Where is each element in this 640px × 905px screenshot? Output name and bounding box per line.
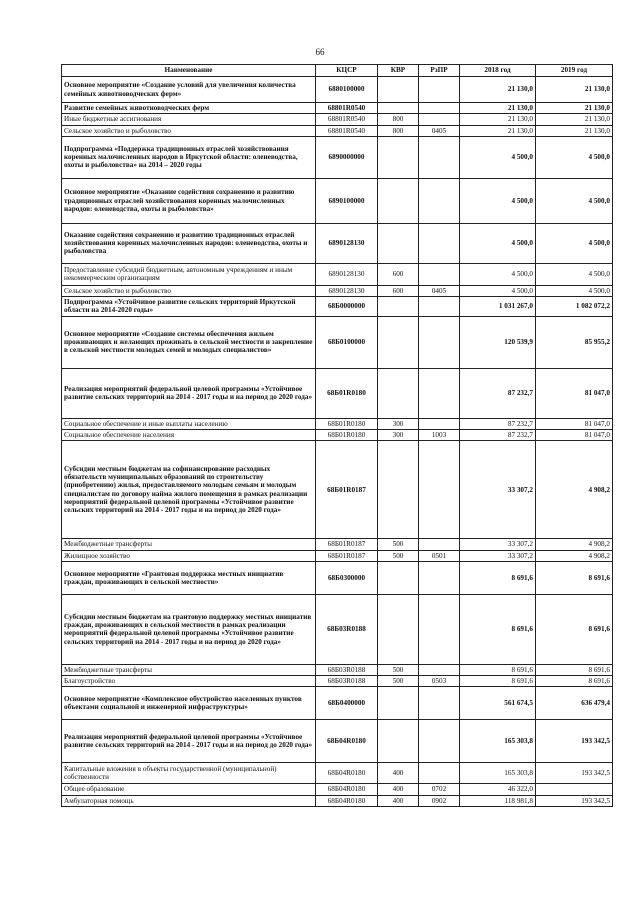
cell-rzpr [419,316,460,368]
cell-y2018: 4 500,0 [460,285,536,296]
cell-y2018: 21 130,0 [460,114,536,125]
cell-y2019: 21 130,0 [536,103,613,114]
cell-name: Межбюджетные трансферты [62,539,316,550]
cell-rzpr [419,114,460,125]
cell-rzpr: 0902 [419,795,460,806]
table-row [62,223,613,263]
cell-rzpr: 0405 [419,125,460,136]
table-row [62,178,613,223]
cell-y2018: 165 303,8 [460,720,536,763]
cell-kvr [378,136,419,178]
table-row [62,125,613,136]
cell-rzpr [419,539,460,550]
cell-name: Основное мероприятие «Комплексное обустройство населенных пунктов объектами социальной и инженерной инфраструктуры» [62,687,316,720]
table-row [62,114,613,125]
cell-kvr: 400 [378,763,419,784]
table-row [62,561,613,594]
cell-code: 68Б01R0180 [316,368,378,418]
cell-name: Социальное обеспечение населения [62,429,316,440]
cell-name: Капитальные вложения в объекты государственной (муниципальной) собственности [62,763,316,784]
cell-y2019: 4 500,0 [536,136,613,178]
cell-name: Основное мероприятие «Грантовая поддержка местных инициатив граждан, проживающих в сельской местности» [62,561,316,594]
cell-code: 68Б03R0188 [316,664,378,675]
cell-kvr [378,561,419,594]
cell-y2018: 8 691,6 [460,676,536,687]
cell-rzpr [419,720,460,763]
cell-y2019: 81 047,0 [536,368,613,418]
cell-code: 68Б04R0180 [316,795,378,806]
cell-code: 68801R0540 [316,125,378,136]
cell-code: 68Б0300000 [316,561,378,594]
cell-y2018: 165 303,8 [460,763,536,784]
cell-y2018: 87 232,7 [460,429,536,440]
cell-kvr [378,441,419,539]
cell-y2018: 8 691,6 [460,664,536,675]
cell-name: Подпрограмма «Устойчивое развитие сельских территорий Иркутской области на 2014-2020 годы» [62,297,316,317]
cell-rzpr: 0503 [419,676,460,687]
cell-code: 68Б03R0188 [316,594,378,664]
cell-rzpr [419,763,460,784]
cell-y2018: 87 232,7 [460,418,536,429]
cell-kvr: 500 [378,539,419,550]
cell-rzpr: 1003 [419,429,460,440]
cell-rzpr [419,103,460,114]
cell-kvr [378,178,419,223]
cell-code: 68Б04R0180 [316,784,378,795]
table-row [62,594,613,664]
cell-code: 6890128130 [316,285,378,296]
header-rzpr: РзПР [419,65,460,77]
cell-y2018: 21 130,0 [460,77,536,103]
cell-y2019: 4 908,2 [536,539,613,550]
cell-rzpr [419,368,460,418]
cell-code: 68Б0100000 [316,316,378,368]
cell-rzpr [419,136,460,178]
cell-y2018: 33 307,2 [460,539,536,550]
cell-code: 6890128130 [316,263,378,285]
cell-kvr: 500 [378,676,419,687]
cell-y2019: 81 047,0 [536,429,613,440]
cell-name: Сельское хозяйство и рыболовство [62,285,316,296]
cell-name: Основное мероприятие «Создание условий для увеличения количества семейных животноводческих ферм» [62,77,316,103]
cell-y2019: 4 908,2 [536,441,613,539]
table-row [62,103,613,114]
cell-kvr: 600 [378,263,419,285]
cell-name: Оказание содействия сохранению и развитию традиционных отраслей хозяйствования коренных малочисленных народов: оленеводства, охоты и рыболовства [62,223,316,263]
cell-name: Сельское хозяйство и рыболовство [62,125,316,136]
cell-y2019: 4 500,0 [536,263,613,285]
cell-y2018: 8 691,6 [460,561,536,594]
cell-y2019: 21 130,0 [536,77,613,103]
table-row [62,285,613,296]
cell-y2018: 118 981,8 [460,795,536,806]
cell-rzpr: 0702 [419,784,460,795]
cell-y2018: 21 130,0 [460,125,536,136]
cell-rzpr [419,178,460,223]
cell-kvr: 500 [378,550,419,561]
cell-code: 6890000000 [316,136,378,178]
cell-y2018: 561 674,5 [460,687,536,720]
cell-kvr: 800 [378,114,419,125]
cell-code: 68Б01R0187 [316,539,378,550]
cell-kvr: 400 [378,795,419,806]
table-row [62,795,613,806]
cell-y2019: 8 691,6 [536,594,613,664]
cell-name: Субсидии местным бюджетам на грантовую поддержку местных инициатив граждан, проживающих в сельской местности в рамках реализации мероприятий федеральной целевой программы «Устойчивое развитие сельских территорий на 2014 - 2017 годы и на период до 2020 года» [62,594,316,664]
cell-kvr: 400 [378,784,419,795]
cell-y2018: 21 130,0 [460,103,536,114]
cell-rzpr [419,263,460,285]
budget-table [61,64,613,807]
cell-y2019 [536,784,613,795]
table-row [62,297,613,317]
cell-kvr: 800 [378,125,419,136]
cell-code: 68Б04R0180 [316,720,378,763]
table-row [62,263,613,285]
cell-rzpr [419,77,460,103]
cell-y2018: 8 691,6 [460,594,536,664]
cell-y2018: 33 307,2 [460,441,536,539]
table-row [62,368,613,418]
cell-y2019: 8 691,6 [536,676,613,687]
cell-y2018: 33 307,2 [460,550,536,561]
table-row [62,539,613,550]
page-number: 66 [315,47,325,57]
cell-y2019: 81 047,0 [536,418,613,429]
cell-y2019: 8 691,6 [536,664,613,675]
cell-y2019: 4 500,0 [536,178,613,223]
cell-y2018: 1 031 267,0 [460,297,536,317]
table-row [62,441,613,539]
table-row [62,77,613,103]
cell-kvr [378,687,419,720]
table-row [62,418,613,429]
cell-name: Развитие семейных животноводческих ферм [62,103,316,114]
cell-kvr [378,223,419,263]
cell-rzpr [419,223,460,263]
cell-name: Жилищное хозяйство [62,550,316,561]
cell-y2019: 4 500,0 [536,223,613,263]
cell-kvr [378,297,419,317]
header-2019: 2019 год [536,65,613,77]
cell-kvr [378,316,419,368]
cell-name: Предоставление субсидий бюджетным, автономным учреждениям и иным некоммерческим организациям [62,263,316,285]
table-row [62,316,613,368]
cell-rzpr [419,594,460,664]
cell-code: 68Б0400000 [316,687,378,720]
header-2018: 2018 год [460,65,536,77]
cell-code: 68801R0540 [316,103,378,114]
header-name: Наименование [62,65,316,77]
table-row [62,687,613,720]
cell-rzpr [419,418,460,429]
cell-y2018: 4 500,0 [460,178,536,223]
cell-code: 68Б01R0180 [316,418,378,429]
cell-name: Амбулаторная помощь [62,795,316,806]
cell-y2019: 193 342,5 [536,795,613,806]
cell-y2019: 8 691,6 [536,561,613,594]
cell-y2019: 4 908,2 [536,550,613,561]
cell-y2018: 4 500,0 [460,136,536,178]
cell-code: 6890100000 [316,178,378,223]
cell-name: Субсидии местным бюджетам на софинансирование расходных обязательств муниципальных образований по строительству (приобретению) жилья, предоставляемого молодым семьям и молодым специалистам по договору найма жилого помещения в рамках реализации мероприятий федеральной целевой программы «Устойчивое развитие сельских территорий на 2014 - 2017 годы и на период до 2020 года» [62,441,316,539]
table-row [62,429,613,440]
cell-kvr: 300 [378,429,419,440]
cell-name: Реализация мероприятий федеральной целевой программы «Устойчивое развитие сельских территорий на 2014 - 2017 годы и на период до 2020 года» [62,720,316,763]
cell-code: 68Б01R0187 [316,550,378,561]
cell-name: Подпрограмма «Поддержка традиционных отраслей хозяйствования коренных малочисленных народов в Иркутской области: оленеводства, охоты и рыболовства» на 2014 – 2020 годы [62,136,316,178]
cell-name: Иные бюджетные ассигнования [62,114,316,125]
cell-name: Общее образование [62,784,316,795]
table-row [62,664,613,675]
cell-name: Основное мероприятие «Создание системы обеспечения жильем проживающих и желающих проживать в сельской местности и закрепление в сельской местности молодых семей и молодых специалистов» [62,316,316,368]
cell-code: 68Б01R0180 [316,429,378,440]
cell-rzpr [419,687,460,720]
cell-rzpr [419,664,460,675]
cell-code: 68Б03R0188 [316,676,378,687]
cell-code: 68Б01R0187 [316,441,378,539]
cell-name: Межбюджетные трансферты [62,664,316,675]
cell-y2018: 120 539,9 [460,316,536,368]
cell-y2018: 87 232,7 [460,368,536,418]
table-row [62,550,613,561]
table-row [62,784,613,795]
cell-y2019: 85 955,2 [536,316,613,368]
cell-code: 68Б0000000 [316,297,378,317]
table-row [62,763,613,784]
cell-y2019: 4 500,0 [536,285,613,296]
cell-y2018: 46 322,0 [460,784,536,795]
cell-name: Благоустройство [62,676,316,687]
table-row [62,676,613,687]
cell-rzpr [419,441,460,539]
table-row [62,720,613,763]
cell-y2018: 4 500,0 [460,263,536,285]
cell-kvr [378,594,419,664]
cell-y2019: 193 342,5 [536,763,613,784]
cell-y2019: 21 130,0 [536,125,613,136]
table-row [62,136,613,178]
cell-y2019: 193 342,5 [536,720,613,763]
cell-name: Реализация мероприятий федеральной целевой программы «Устойчивое развитие сельских территорий на 2014 - 2017 годы и на период до 2020 года» [62,368,316,418]
cell-kvr: 300 [378,418,419,429]
cell-kvr [378,77,419,103]
cell-code: 6890128130 [316,223,378,263]
table-header-row [62,65,613,77]
cell-rzpr [419,561,460,594]
cell-y2018: 4 500,0 [460,223,536,263]
cell-code: 6880100000 [316,77,378,103]
header-kvr: КВР [378,65,419,77]
cell-rzpr [419,297,460,317]
cell-y2019: 1 082 072,2 [536,297,613,317]
cell-code: 68Б04R0180 [316,763,378,784]
cell-y2019: 636 479,4 [536,687,613,720]
cell-code: 68801R0540 [316,114,378,125]
cell-name: Основное мероприятие «Оказание содействия сохранению и развитию традиционных отраслей хозяйствования коренных малочисленных народов: оленеводства, охоты и рыболовства» [62,178,316,223]
cell-name: Социальное обеспечение и иные выплаты населению [62,418,316,429]
cell-y2019: 21 130,0 [536,114,613,125]
cell-kvr [378,720,419,763]
cell-kvr [378,103,419,114]
header-kcsr: КЦСР [316,65,378,77]
cell-kvr: 600 [378,285,419,296]
cell-kvr [378,368,419,418]
cell-kvr: 500 [378,664,419,675]
cell-rzpr: 0501 [419,550,460,561]
cell-rzpr: 0405 [419,285,460,296]
